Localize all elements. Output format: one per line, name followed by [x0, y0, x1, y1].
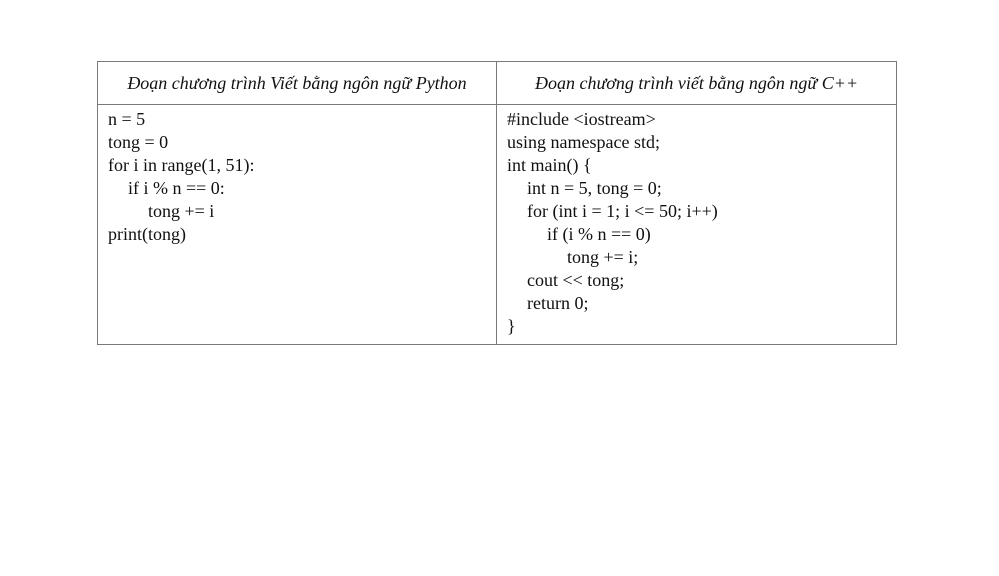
code-comparison-table	[97, 61, 897, 345]
cpp-code-line: for (int i = 1; i <= 50; i++)	[527, 201, 718, 221]
cpp-code-line: #include <iostream>	[507, 109, 656, 129]
cpp-code-line: int n = 5, tong = 0;	[527, 178, 662, 198]
cpp-code-line: using namespace std;	[507, 132, 660, 152]
python-code-line: print(tong)	[108, 224, 186, 244]
cpp-code-line: return 0;	[527, 293, 589, 313]
python-code-line: tong += i	[148, 201, 215, 221]
python-code-cell	[98, 105, 497, 345]
cpp-column-header: Đoạn chương trình viết bằng ngôn ngữ C++	[497, 62, 897, 105]
header-row	[98, 62, 897, 105]
cpp-code-line: if (i % n == 0)	[547, 224, 651, 244]
python-code-line: tong = 0	[108, 132, 169, 152]
python-code-block	[98, 105, 496, 246]
python-code-line: if i % n == 0:	[128, 178, 225, 198]
code-row	[98, 105, 897, 345]
cpp-code-line: }	[507, 316, 516, 336]
cpp-code-block	[497, 105, 896, 338]
cpp-code-line: cout << tong;	[527, 270, 625, 290]
python-code-line: n = 5	[108, 109, 146, 129]
cpp-code-line: int main() {	[507, 155, 592, 175]
python-column-header: Đoạn chương trình Viết bằng ngôn ngữ Python	[98, 62, 497, 105]
cpp-code-cell	[497, 105, 897, 345]
python-code-line: for i in range(1, 51):	[108, 155, 255, 175]
cpp-code-line: tong += i;	[567, 247, 639, 267]
